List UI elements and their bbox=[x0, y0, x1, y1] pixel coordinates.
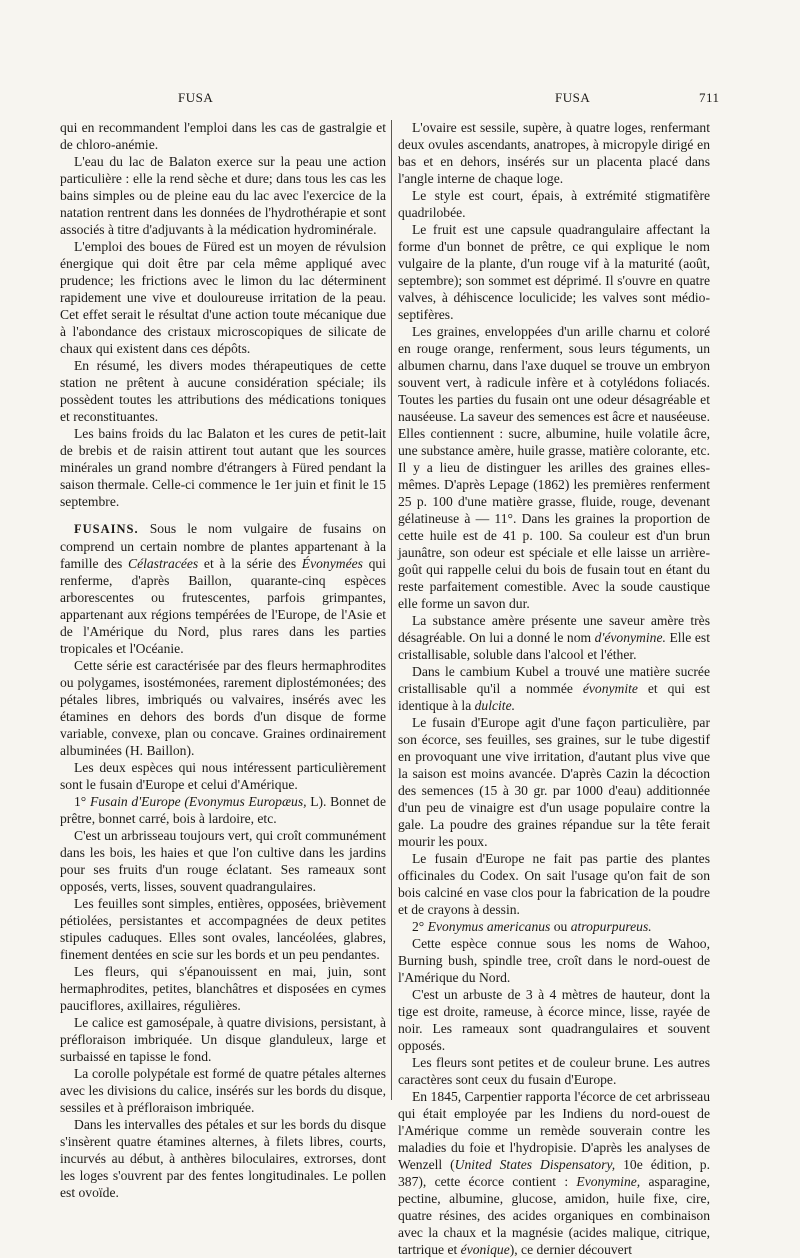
italic-term: évonymite bbox=[582, 681, 638, 696]
paragraph: Les feuilles sont simples, entières, opposées, brièvement pétiolées, persistantes et accompagnées de deux petites stipules caduques. Elles sont ovales, lancéolées, glabres, finement dentées en scie sur les bords et un peu pendantes. bbox=[60, 896, 386, 962]
paragraph: C'est un arbuste de 3 à 4 mètres de hauteur, dont la tige est droite, rameuse, à écorce mince, lisse, rayée de noir. Les rameaux sont quadrangulaires et souvent opposés. bbox=[398, 987, 710, 1053]
text-run: qui renferme, d'après Baillon, quarante-cinq espèces arborescentes ou frutescentes, parfois grimpantes, appartenant aux régions tempérées de l'Europe, de l'Asie et de l'Amérique du Nord, plus rares dans les parties tropicales et l'Océanie. bbox=[60, 556, 386, 656]
paragraph: Les graines, enveloppées d'un arille charnu et coloré en rouge orange, renferment, sous leurs téguments, un albumen charnu, dans l'axe duquel se trouve un embryon souvent vert, à radicule infère et à cotylédons foliacés. Toutes les parties du fusain ont une odeur désagréable et nauséeuse. La saveur des semences est âcre et nauséeuse. Elles contiennent : sucre, albumine, huile volatile âcre, une substance amère, huile grasse, matière colorante, etc. Il y a lieu de distinguer les arilles des graines elles-mêmes. D'après Lepage (1862) les premières renferment 25 p. 100 d'une matière grasse, fluide, rouge, devenant gélatineuse à — 11°. Dans les graines la proportion de cette huile est de 41 p. 100. Sa couleur est d'un brun jaunâtre, son odeur est spéciale et elle laisse un arrière-goût qui rappelle celui du bois de fusain tout en étant du reste parfaitement comestible. Avec la soude caustique elle forme un savon dur. bbox=[398, 324, 710, 611]
italic-term: atropurpureus. bbox=[570, 919, 652, 934]
entry-headword: FUSAINS. bbox=[74, 522, 139, 536]
text-run: ), ce dernier découvert bbox=[509, 1242, 633, 1257]
paragraph: Les bains froids du lac Balaton et les cures de petit-lait de brebis et de raisin attirent tout autant que les sources minérales un grand nombre d'étrangers à Füred pendant la saison thermale. Celle-ci commence le 1er juin et finit le 15 septembre. bbox=[60, 426, 386, 509]
italic-term: Célastracées bbox=[128, 556, 199, 571]
paragraph: La corolle polypétale est formé de quatre pétales alternes avec les divisions du calice, insérés sur les bords du disque, sessiles et à préfloraison imbriquée. bbox=[60, 1066, 386, 1115]
text-run: Sous le nom vulgaire de fusains on comprend un certain nombre de plantes appartenant à la famille des bbox=[60, 521, 386, 571]
paragraph: Cette série est caractérisée par des fleurs hermaphrodites ou polygames, isostémonées, rarement diplostémonées; des pétales libres, imbriqués ou valvaires, insérés avec les étamines en dehors des bords d'un disque de forme variable, convexe, plan ou concave. Graines ordinairement albuminées (H. Baillon). bbox=[60, 658, 386, 758]
paragraph: qui en recommandent l'emploi dans les cas de gastralgie et de chloro-anémie. bbox=[60, 120, 386, 152]
italic-term: Evonymine, bbox=[576, 1174, 641, 1189]
text-run: 1° bbox=[74, 794, 90, 809]
running-head-left: FUSA bbox=[178, 90, 214, 105]
italic-term: évonique bbox=[460, 1242, 510, 1257]
italic-term: d'évonymine. bbox=[594, 630, 666, 645]
species-heading bbox=[60, 793, 386, 827]
paragraph: Les deux espèces qui nous intéressent particulièrement sont le fusain d'Europe et celui d'Amérique. bbox=[60, 760, 386, 792]
text-run: et à la série des bbox=[198, 556, 302, 571]
running-head bbox=[0, 90, 800, 110]
italic-term: Evonymus americanus bbox=[427, 919, 551, 934]
paragraph: Cette espèce connue sous les noms de Wahoo, Burning bush, spindle tree, croît dans le nord-ouest de l'Amérique du Nord. bbox=[398, 936, 710, 985]
paragraph: Le fusain d'Europe agit d'une façon particulière, par son écorce, ses feuilles, ses graines, sur le tube digestif en provoquant une vive irritation, d'autant plus vive que la saison est moins avancée. D'après Cazin la décoction des semences (15 à 30 gr. par 1000 d'eau) additionnée d'un peu de vinaigre est d'un usage populaire contre la gale. La poudre des graines répandue sur la tête ferait mourir les poux. bbox=[398, 715, 710, 849]
paragraph: C'est un arbrisseau toujours vert, qui croît communément dans les bois, les haies et que l'on cultive dans les jardins pour ses fruits d'un rouge éclatant. Ses rameaux sont opposés, verts, lisses, souvent quadrangulaires. bbox=[60, 828, 386, 894]
text-run: 10e édition, p. 387), cette écorce contient : bbox=[398, 1157, 710, 1189]
paragraph: Le style est court, épais, à extrémité stigmatifère quadrilobée. bbox=[398, 188, 710, 220]
italic-term: United States Dispensatory, bbox=[454, 1157, 616, 1172]
paragraph bbox=[398, 612, 710, 663]
italic-term: dulcite. bbox=[474, 698, 516, 713]
entry-paragraph bbox=[60, 520, 386, 657]
paragraph: L'eau du lac de Balaton exerce sur la peau une action particulière : elle la rend sèche et dure; dans tous les cas les bains simples ou de pleine eau du lac avec l'exercice de la natation rentrent dans les données de l'hydrothérapie et sont associés à titre d'adjuvants à la médication hydrominérale. bbox=[60, 154, 386, 237]
paragraph: Le fruit est une capsule quadrangulaire affectant la forme d'un bonnet de prêtre, ce qui explique le nom vulgaire de la plante, d'un rouge vif à la maturité (août, septembre); son sommet est déprimé. Il s'ouvre en quatre valves, à déhiscence loculicide; les valves sont médio-septifères. bbox=[398, 222, 710, 322]
text-run: ou bbox=[550, 919, 571, 934]
italic-term: Fusain d'Europe (Evonymus Europæus, bbox=[89, 794, 307, 809]
paragraph: Le fusain d'Europe ne fait pas partie des plantes officinales du Codex. On sait l'usage qu'on fait de son bois calciné en vase clos pour la fabrication de la poudre et de crayons à dessin. bbox=[398, 851, 710, 917]
column-divider bbox=[391, 120, 392, 1100]
text-run: L). Bonnet de prêtre, bonnet carré, bois à lardoire, etc. bbox=[60, 794, 386, 826]
text-run: La substance amère présente une saveur amère très désagréable. On lui a donné le nom bbox=[398, 613, 710, 645]
left-column bbox=[60, 119, 386, 1201]
paragraph bbox=[398, 1088, 710, 1258]
text-run: asparagine, pectine, albumine, glucose, amidon, huile fixe, cire, quatre résines, des acides organiques en combinaison avec la chaux et la magnésie (acides malique, citrique, tartrique et bbox=[398, 1174, 710, 1257]
species-heading bbox=[398, 918, 710, 935]
text-run: Elle est cristallisable, soluble dans l'alcool et l'éther. bbox=[398, 630, 710, 662]
paragraph: L'emploi des boues de Füred est un moyen de révulsion énergique qui doit être par cela même appliqué avec prudence; les frictions avec le limon du lac déterminent rapidement une vive et douloureuse irritation de la peau. Cet effet serait le résultat d'une action toute mécanique due à l'abondance des cristaux microscopiques de silicate de chaux qui existent dans ces dépôts. bbox=[60, 239, 386, 356]
italic-term: Évonymées bbox=[301, 556, 363, 571]
paragraph: Le calice est gamosépale, à quatre divisions, persistant, à préfloraison imbriquée. Un disque glanduleux, large et surbaissé en tapisse le fond. bbox=[60, 1015, 386, 1064]
page-number: 711 bbox=[699, 90, 720, 105]
paragraph: En résumé, les divers modes thérapeutiques de cette station ne prêtent à aucune considération spéciale; ils possèdent toutes les attributions des médications toniques et reconstituantes. bbox=[60, 358, 386, 424]
paragraph: L'ovaire est sessile, supère, à quatre loges, renfermant deux ovules ascendants, anatropes, à micropyle dirigé en bas et en dehors, insérés sur un placenta placé dans l'angle interne de chaque loge. bbox=[398, 120, 710, 186]
text-run: Dans le cambium Kubel a trouvé une matière sucrée cristallisable qu'il a nommée bbox=[398, 664, 710, 696]
text-run: 2° bbox=[412, 919, 428, 934]
text-run: et qui est identique à la bbox=[398, 681, 711, 713]
paragraph: Dans les intervalles des pétales et sur les bords du disque s'insèrent quatre étamines alternes, à filets libres, courts, incurvés au début, à anthères biloculaires, extrorses, dont les loges s'ouvrent par des fentes longitudinales. Le pollen est ovoïde. bbox=[60, 1117, 386, 1200]
paragraph bbox=[398, 663, 710, 714]
paragraph: Les fleurs sont petites et de couleur brune. Les autres caractères sont ceux du fusain d'Europe. bbox=[398, 1055, 710, 1087]
text-run: En 1845, Carpentier rapporta l'écorce de cet arbrisseau qui était employée par les Indiens du nord-ouest de l'Amérique comme un remède souverain contre les maladies du foie et l'hydropisie. D'après les analyses de Wenzell ( bbox=[398, 1089, 710, 1172]
running-head-right: FUSA bbox=[555, 90, 591, 105]
paragraph: Les fleurs, qui s'épanouissent en mai, juin, sont hermaphrodites, petites, blanchâtres et disposées en cymes pauciflores, axillaires, régulières. bbox=[60, 964, 386, 1013]
right-column bbox=[398, 119, 710, 1258]
